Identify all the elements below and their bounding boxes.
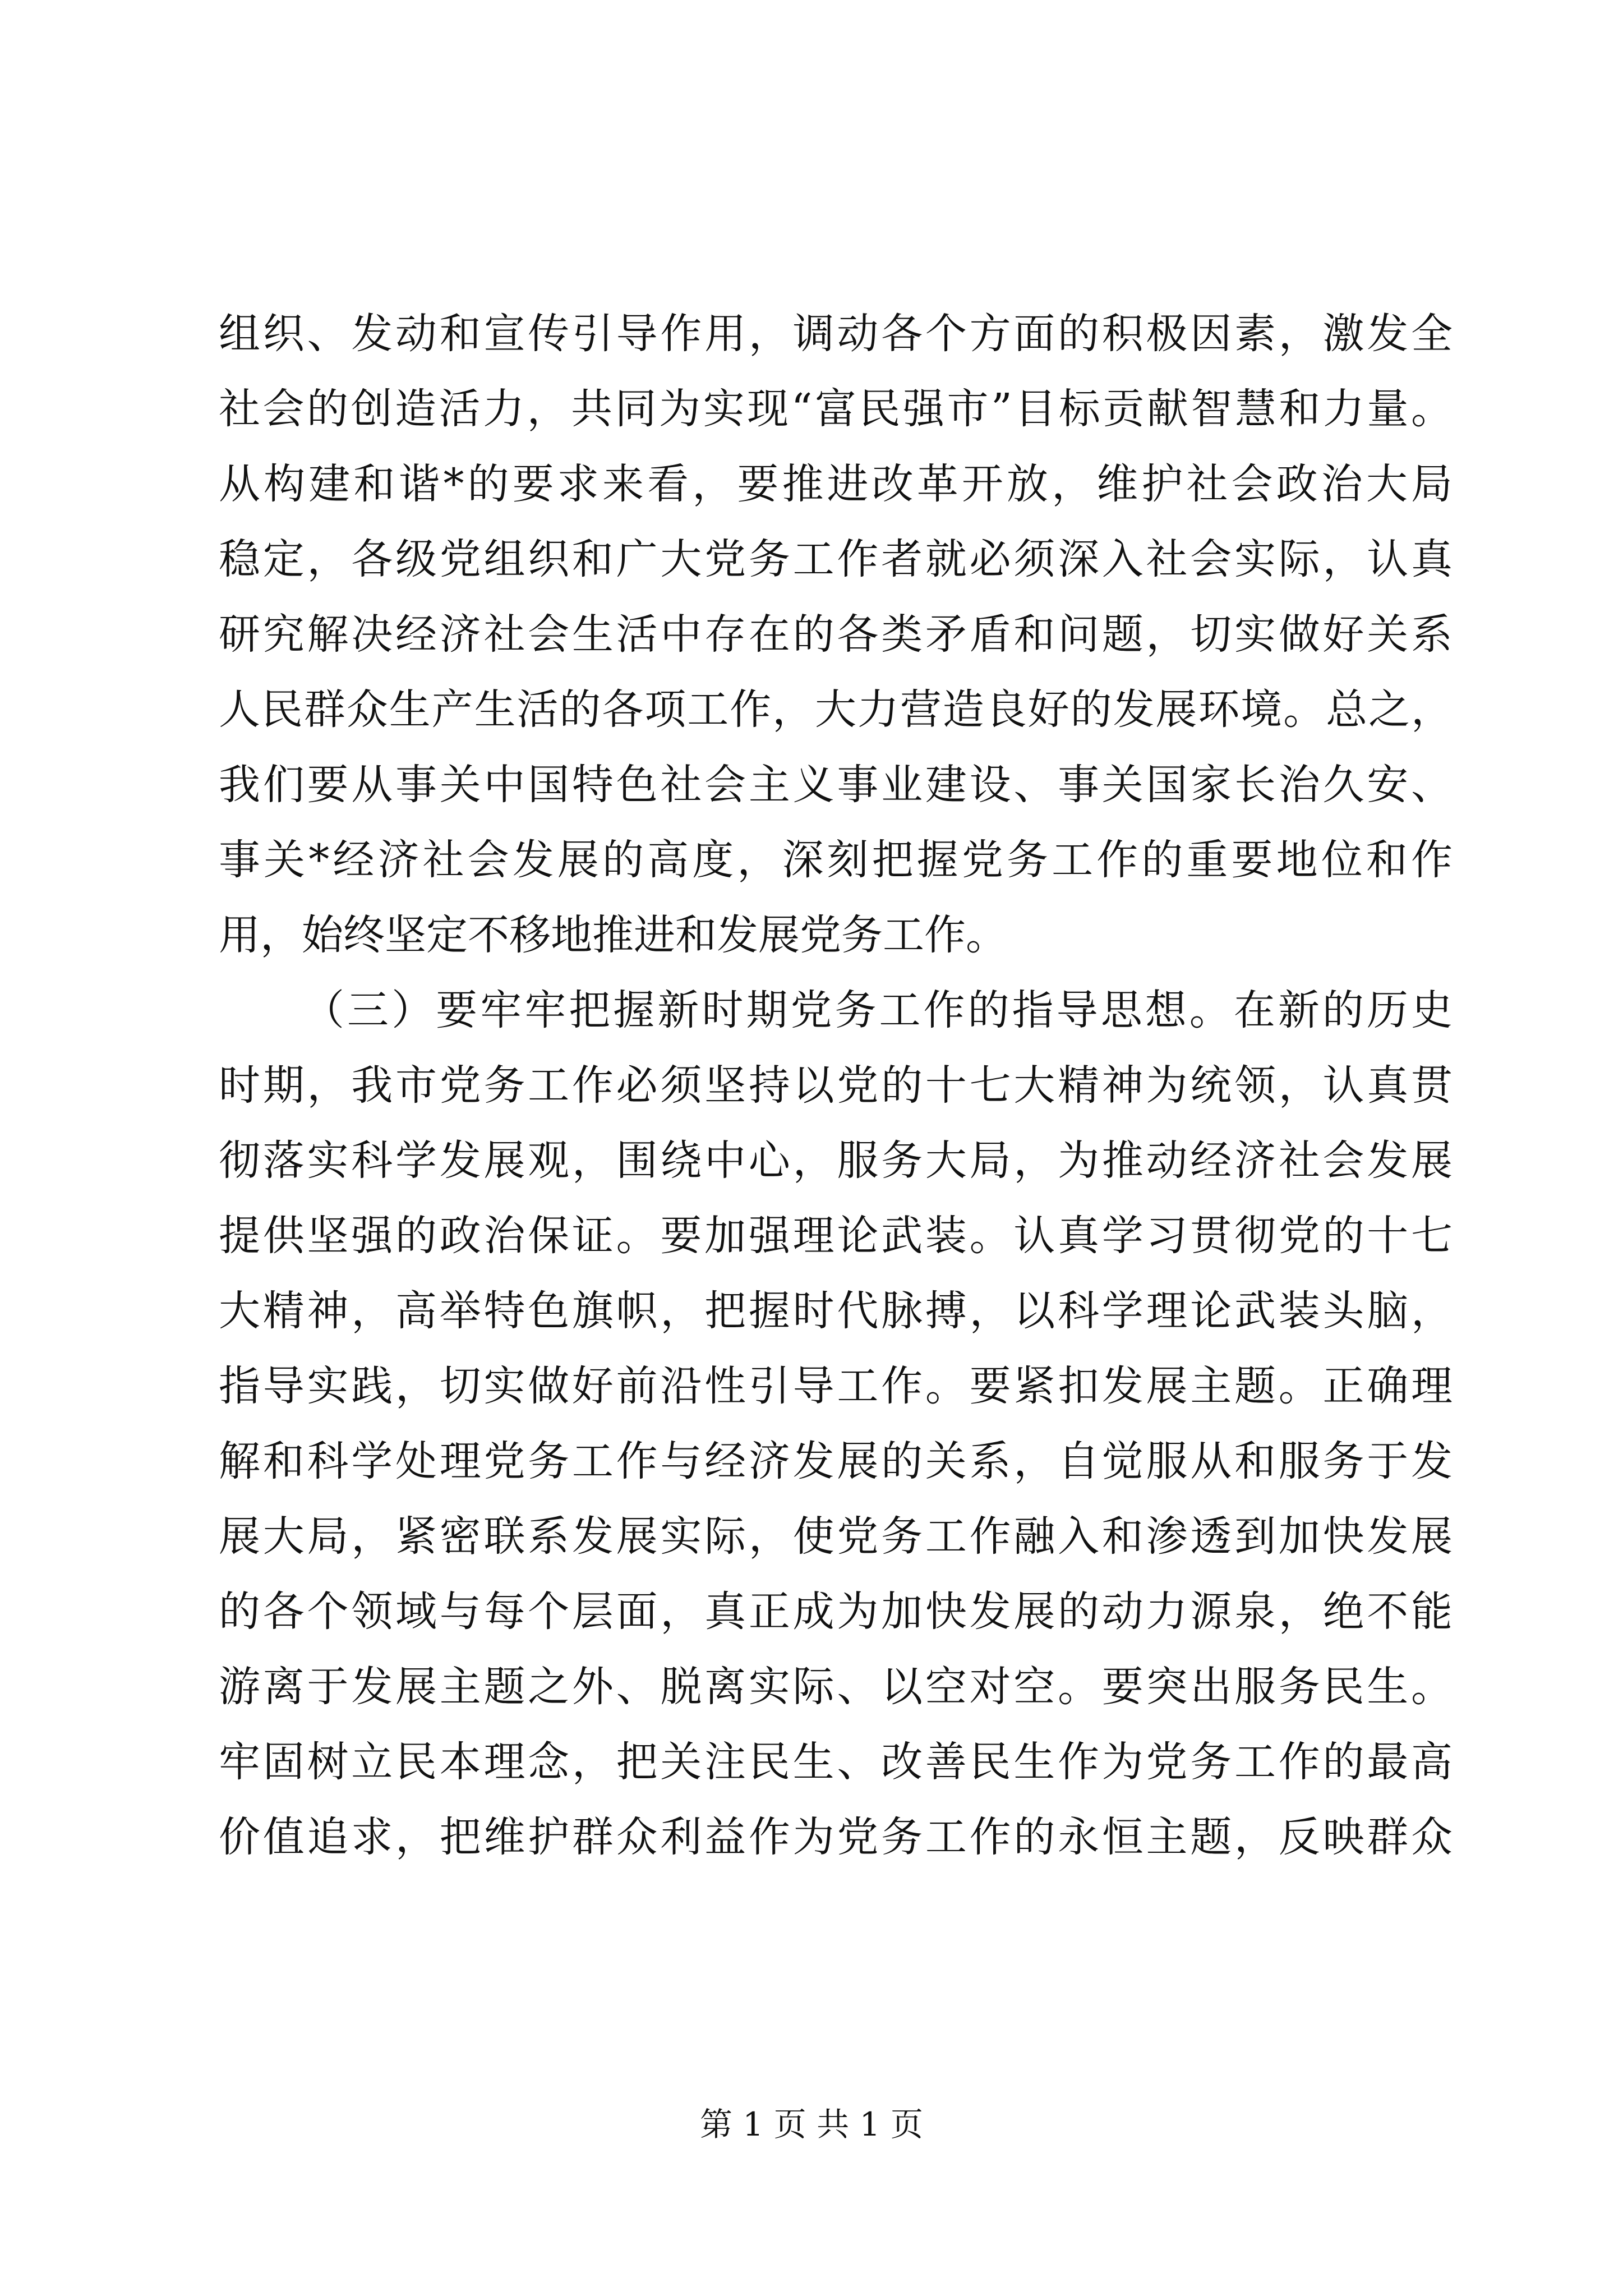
page-number: 第 1 页 共 1 页 — [700, 2105, 923, 2143]
text-line: 展大局，紧密联系发展实际，使党务工作融入和渗透到加快发展 — [219, 1512, 1453, 1561]
text-line: 用，始终坚定不移地推进和发展党务工作。 — [219, 911, 1007, 959]
page-footer — [0, 2105, 1623, 2144]
document-body — [219, 296, 1453, 1875]
text-line: 社会的创造活力，共同为实现“富民强市”目标贡献智慧和力量。 — [219, 385, 1453, 433]
text-line: 大精神，高举特色旗帜，把握时代脉搏，以科学理论武装头脑， — [219, 1287, 1453, 1335]
text-line: 从构建和谐*的要求来看，要推进改革开放，维护社会政治大局 — [219, 460, 1453, 508]
text-line: 牢固树立民本理念，把关注民生、改善民生作为党务工作的最高 — [219, 1738, 1453, 1786]
text-line: 我们要从事关中国特色社会主义事业建设、事关国家长治久安、 — [219, 761, 1453, 809]
text-line: 提供坚强的政治保证。要加强理论武装。认真学习贯彻党的十七 — [219, 1212, 1453, 1260]
text-line: 解和科学处理党务工作与经济发展的关系，自觉服从和服务于发 — [219, 1437, 1453, 1485]
text-line: 研究解决经济社会生活中存在的各类矛盾和问题，切实做好关系 — [219, 610, 1453, 659]
paragraph-2 — [219, 973, 1453, 1875]
text-line: 游离于发展主题之外、脱离实际、以空对空。要突出服务民生。 — [219, 1663, 1453, 1711]
text-line: 时期，我市党务工作必须坚持以党的十七大精神为统领，认真贯 — [219, 1061, 1453, 1110]
text-line: 彻落实科学发展观，围绕中心，服务大局，为推动经济社会发展 — [219, 1137, 1453, 1185]
text-line: 组织、发动和宣传引导作用，调动各个方面的积极因素，激发全 — [219, 310, 1453, 358]
text-line: 价值追求，把维护群众利益作为党务工作的永恒主题，反映群众 — [219, 1813, 1453, 1861]
text-line: 的各个领域与每个层面，真正成为加快发展的动力源泉，绝不能 — [219, 1588, 1453, 1636]
text-line: 稳定，各级党组织和广大党务工作者就必须深入社会实际，认真 — [219, 535, 1453, 583]
section-heading-line: （三）要牢牢把握新时期党务工作的指导思想。在新的历史 — [303, 986, 1453, 1034]
text-line: 人民群众生产生活的各项工作，大力营造良好的发展环境。总之， — [219, 685, 1453, 734]
text-line: 事关*经济社会发展的高度，深刻把握党务工作的重要地位和作 — [219, 836, 1453, 884]
text-line: 指导实践，切实做好前沿性引导工作。要紧扣发展主题。正确理 — [219, 1362, 1453, 1410]
paragraph-1 — [219, 296, 1453, 973]
